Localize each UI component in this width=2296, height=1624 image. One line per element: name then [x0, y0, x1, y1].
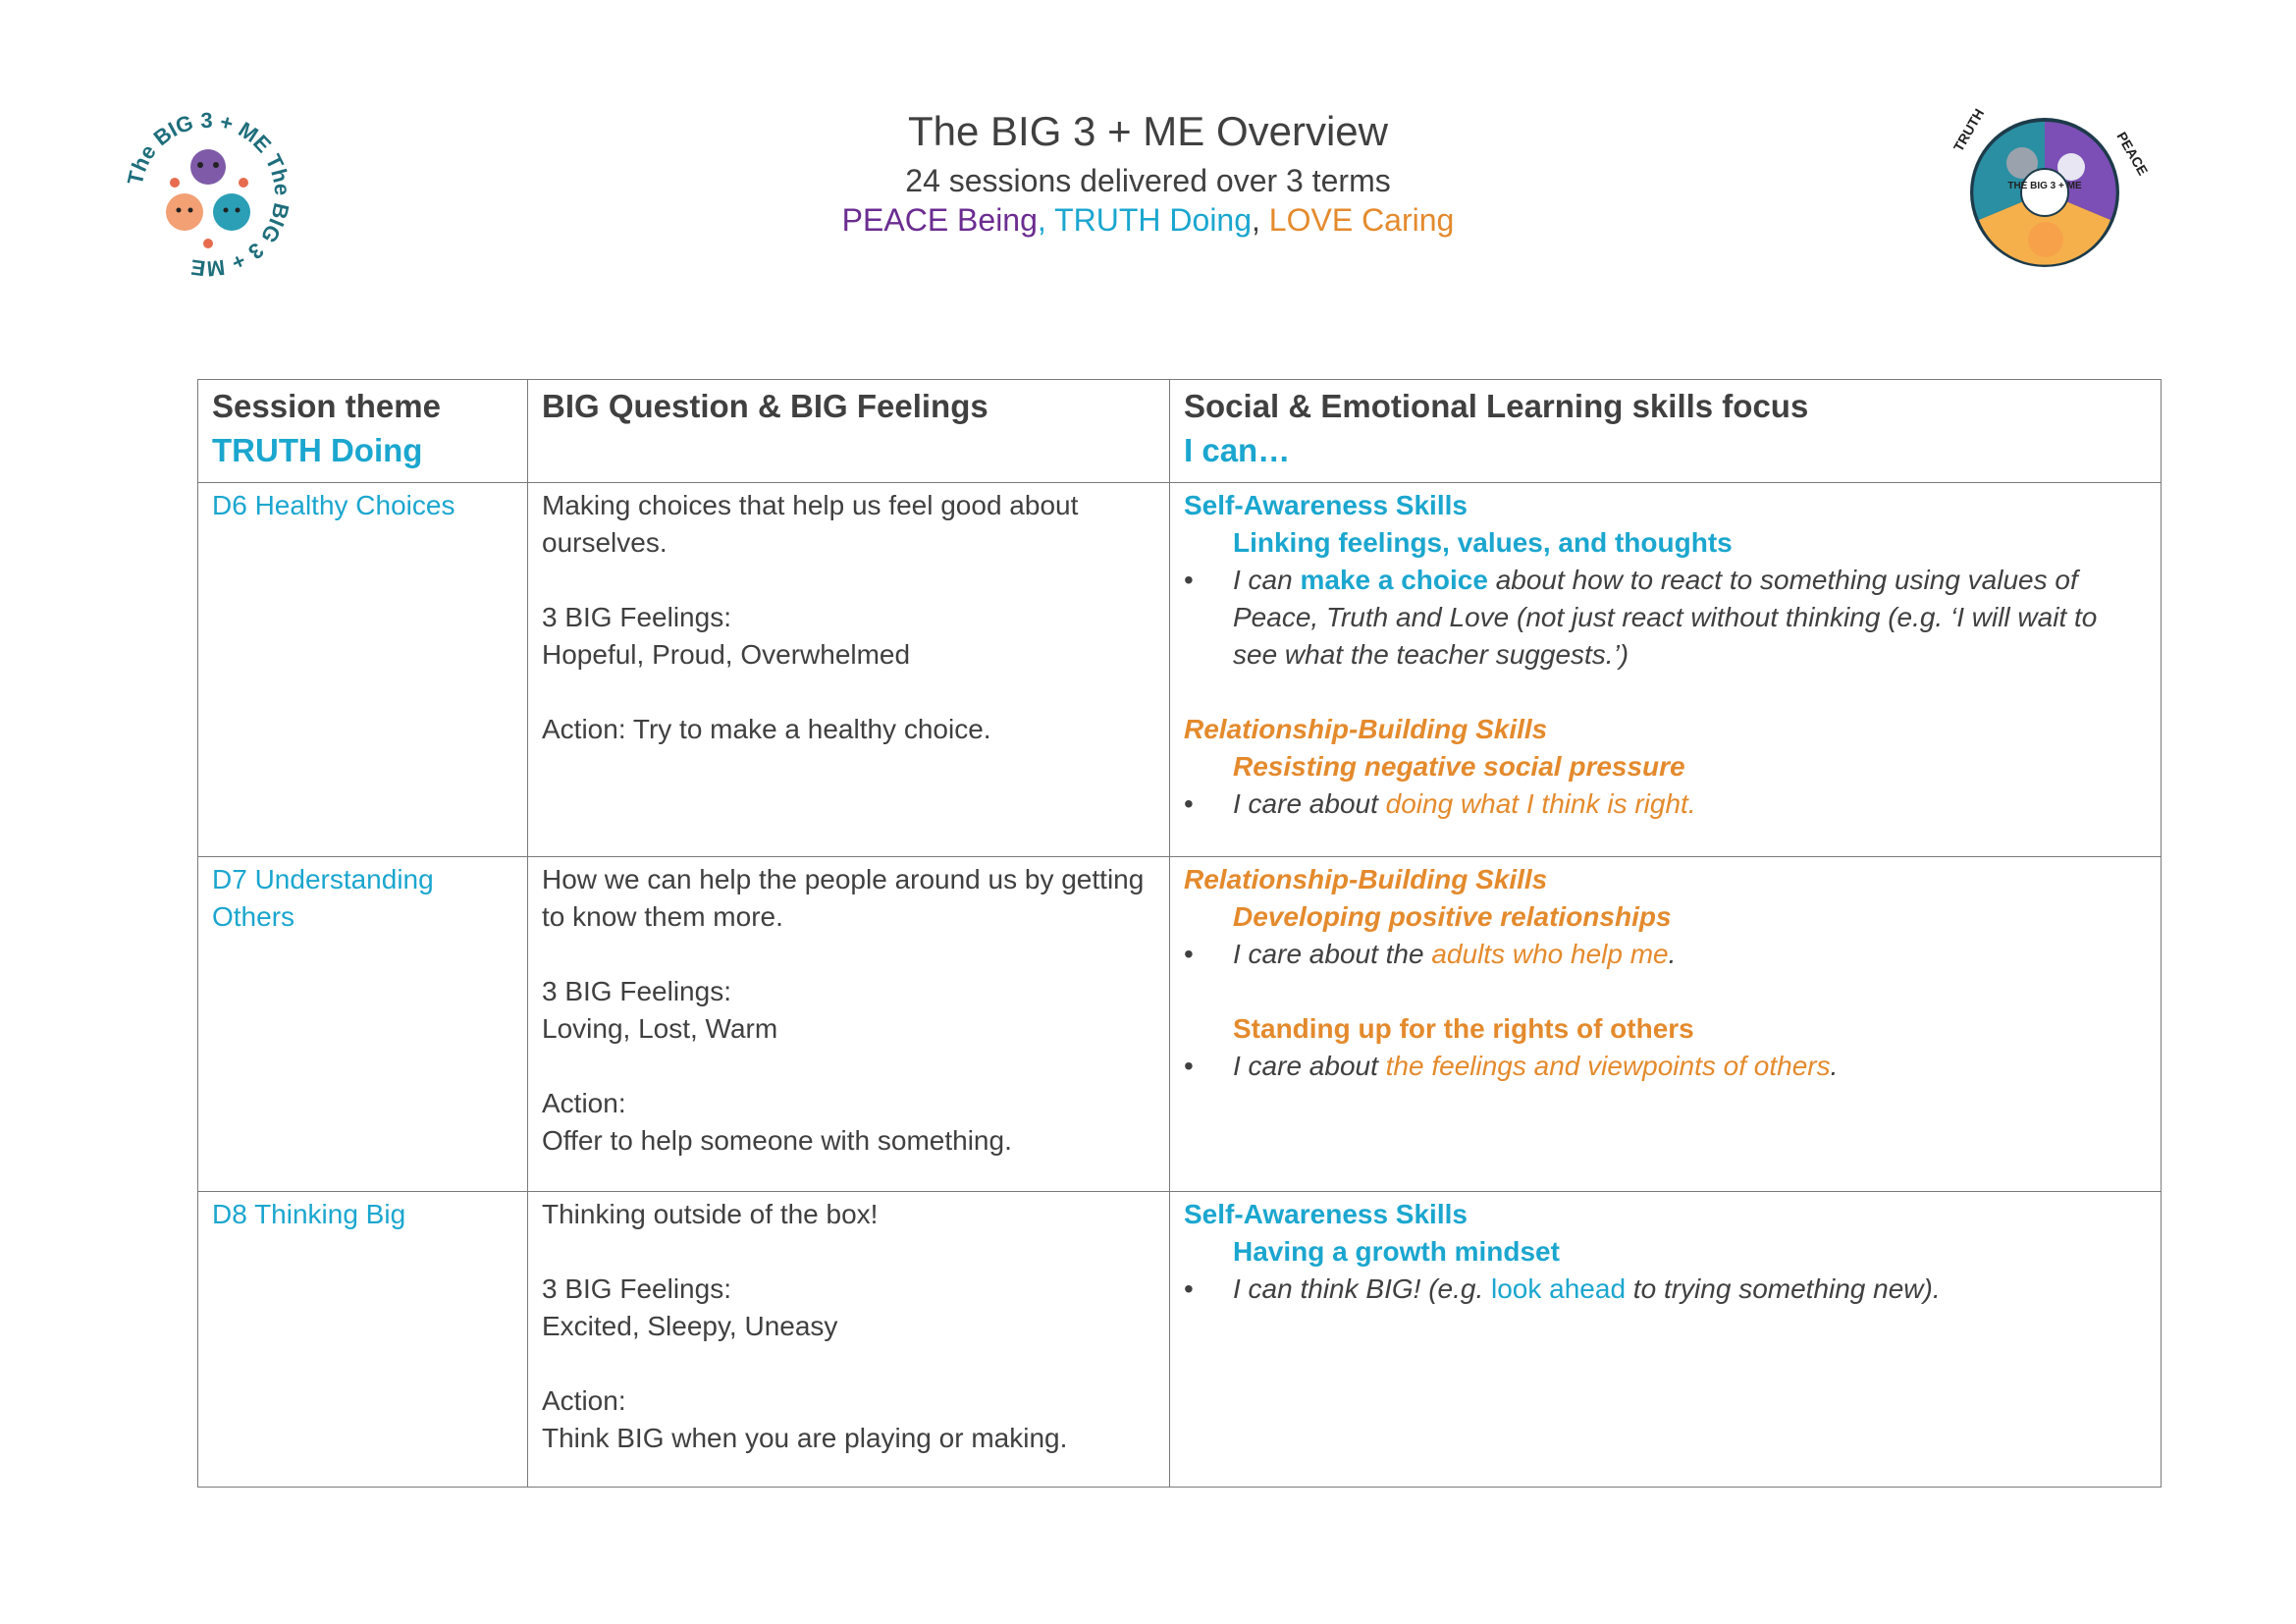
comma: ,: [1037, 202, 1046, 238]
feelings: Loving, Lost, Warm: [542, 1013, 778, 1044]
feelings-label: 3 BIG Feelings:: [542, 976, 731, 1006]
peace-label: PEACE Being: [841, 202, 1038, 238]
bullet-text: I can: [1233, 565, 1301, 595]
skill-heading: Self-Awareness Skills: [1184, 490, 1468, 520]
bullet-icon: •: [1184, 939, 1194, 969]
bullet-text: I care about: [1233, 788, 1386, 819]
table-row: [198, 1192, 2162, 1488]
wheel-peace-text: PEACE: [2113, 129, 2148, 179]
header-session-theme: [198, 380, 528, 483]
skill-bullet: [1184, 1048, 2147, 1085]
big-question: Making choices that help us feel good about ourselves.: [542, 490, 1079, 558]
header-label: BIG Question & BIG Feelings: [542, 388, 988, 424]
action-label: Action:: [542, 1088, 626, 1118]
bullet-text: about how to react to something using values of Peace, Truth and Love (not just react without thinking (e.g. ‘I will wait to see what the teacher suggests.’): [1233, 565, 2098, 670]
question-cell: [528, 483, 1170, 857]
action: Offer to help someone with something.: [542, 1125, 1012, 1156]
wheel-truth-text: TRUTH: [1949, 105, 1988, 154]
action-label: Action:: [542, 1385, 626, 1416]
header-big-question: [528, 380, 1170, 483]
wheel-center-text: THE BIG 3 + ME: [2007, 181, 2082, 191]
page-subtitle: 24 sessions delivered over 3 terms: [905, 163, 1391, 198]
header-sel-skills: [1170, 380, 2162, 483]
truth-label: TRUTH Doing: [1054, 202, 1253, 238]
header-label: Session theme: [212, 388, 441, 424]
page-title: The BIG 3 + ME Overview: [908, 108, 1388, 154]
feelings: Excited, Sleepy, Uneasy: [542, 1311, 838, 1341]
bullet-text: .: [1668, 939, 1677, 969]
header-label: Social & Emotional Learning skills focus: [1184, 388, 1809, 424]
skill-bullet: [1184, 562, 2147, 674]
skill-bullet: [1184, 1271, 2147, 1308]
table-row: [198, 483, 2162, 857]
bullet-icon: •: [1184, 788, 1194, 819]
header-sublabel: TRUTH Doing: [212, 432, 423, 468]
skill-subheading: Resisting negative social pressure: [1233, 751, 1685, 782]
bullet-icon: •: [1184, 1051, 1194, 1081]
action: Action: Try to make a healthy choice.: [542, 714, 991, 744]
bullet-icon: •: [1184, 1273, 1194, 1304]
header-sublabel: I can…: [1184, 432, 1291, 468]
skill-bullet: [1184, 936, 2147, 973]
skill-heading: Relationship-Building Skills: [1184, 714, 1548, 744]
table-header-row: [198, 380, 2162, 483]
skills-cell: [1170, 483, 2162, 857]
big3-wheel-logo-right: [1942, 102, 2148, 279]
bullet-highlight: look ahead: [1491, 1273, 1627, 1304]
bullet-icon: •: [1184, 565, 1194, 595]
overview-table: [197, 379, 2162, 1488]
bullet-highlight: adults who help me: [1431, 939, 1669, 969]
skills-cell: [1170, 857, 2162, 1192]
skill-heading: Relationship-Building Skills: [1184, 864, 1548, 894]
session-theme-cell: D8 Thinking Big: [198, 1192, 528, 1488]
bullet-text: to trying something new).: [1626, 1273, 1941, 1304]
skill-heading: Self-Awareness Skills: [1184, 1199, 1468, 1229]
skill-subheading: Developing positive relationships: [1233, 901, 1672, 932]
question-cell: [528, 857, 1170, 1192]
session-theme-cell: D7 Understanding Others: [198, 857, 528, 1192]
feelings: Hopeful, Proud, Overwhelmed: [542, 639, 911, 670]
bullet-highlight: doing what I think is right.: [1385, 788, 1696, 819]
bullet-text: I care about the: [1233, 939, 1432, 969]
logo-ring-text: The BIG 3 + ME The BIG 3 + ME: [124, 107, 293, 282]
action: Think BIG when you are playing or making.: [542, 1423, 1068, 1453]
feelings-label: 3 BIG Feelings:: [542, 1273, 731, 1304]
bullet-text: I can think BIG! (e.g.: [1233, 1273, 1492, 1304]
skills-cell: [1170, 1192, 2162, 1488]
big-question: How we can help the people around us by getting to know them more.: [542, 864, 1145, 932]
bullet-text: .: [1830, 1051, 1839, 1081]
session-theme-cell: D6 Healthy Choices: [198, 483, 528, 857]
bullet-highlight: make a choice: [1300, 565, 1488, 595]
table-row: [198, 857, 2162, 1192]
feelings-label: 3 BIG Feelings:: [542, 602, 731, 632]
skill-subheading: Having a growth mindset: [1233, 1236, 1560, 1267]
bullet-highlight: the feelings and viewpoints of others: [1385, 1051, 1831, 1081]
big-question: Thinking outside of the box!: [542, 1199, 879, 1229]
comma: ,: [1252, 202, 1260, 238]
love-label: LOVE Caring: [1268, 202, 1455, 238]
skill-subheading: Standing up for the rights of others: [1233, 1013, 1694, 1044]
skill-bullet: [1184, 785, 2147, 823]
bullet-text: I care about: [1233, 1051, 1386, 1081]
skill-subheading: Linking feelings, values, and thoughts: [1233, 527, 1733, 558]
question-cell: [528, 1192, 1170, 1488]
